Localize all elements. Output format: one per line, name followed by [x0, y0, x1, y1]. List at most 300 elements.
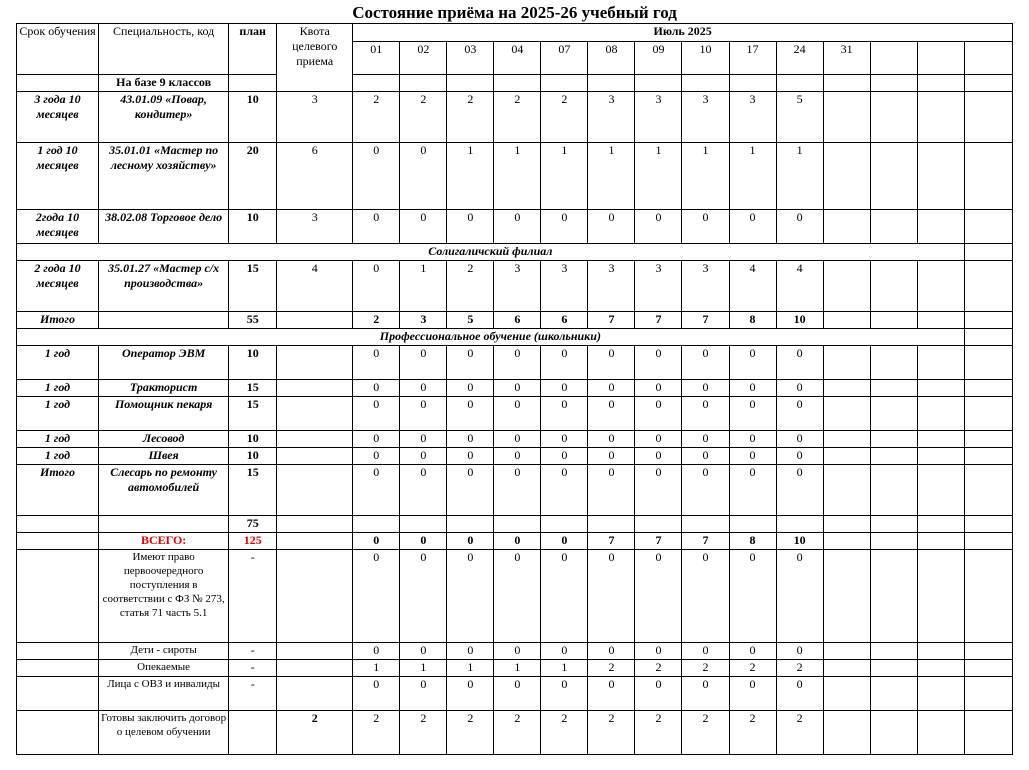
value-cell: 0 [447, 465, 494, 516]
value-cell: 0 [494, 677, 541, 711]
value-cell [870, 711, 917, 755]
quota-cell [277, 312, 353, 329]
value-cell [494, 75, 541, 92]
table-row [17, 711, 1013, 755]
value-cell: 0 [400, 448, 447, 465]
specialty-cell: Помощник пекаря [99, 397, 229, 431]
value-cell: 0 [494, 550, 541, 643]
value-cell: 5 [776, 92, 823, 143]
value-cell: 0 [353, 643, 400, 660]
value-cell: 6 [541, 312, 588, 329]
value-cell: 0 [353, 380, 400, 397]
table-row [17, 448, 1013, 465]
value-cell: 2 [588, 711, 635, 755]
plan-cell: 10 [229, 431, 277, 448]
value-cell [917, 550, 964, 643]
value-cell: 0 [729, 465, 776, 516]
value-cell [823, 75, 870, 92]
plan-cell: 10 [229, 448, 277, 465]
value-cell: 0 [588, 431, 635, 448]
table-row [17, 143, 1013, 210]
value-cell: 0 [682, 397, 729, 431]
specialty-cell: Тракторист [99, 380, 229, 397]
value-cell: 7 [635, 533, 682, 550]
value-cell: 0 [682, 431, 729, 448]
specialty-cell: 35.01.27 «Мастер с/х производства» [99, 261, 229, 312]
value-cell: 4 [729, 261, 776, 312]
value-cell: 2 [729, 660, 776, 677]
specialty-cell [99, 312, 229, 329]
plan-cell: 15 [229, 261, 277, 312]
value-cell: 0 [353, 677, 400, 711]
value-cell [400, 75, 447, 92]
value-cell: 0 [635, 380, 682, 397]
value-cell [870, 431, 917, 448]
value-cell: 3 [682, 261, 729, 312]
value-cell [823, 677, 870, 711]
value-cell [729, 516, 776, 533]
value-cell [964, 677, 1012, 711]
value-cell: 3 [682, 92, 729, 143]
table-row [17, 75, 1013, 92]
value-cell: 0 [400, 397, 447, 431]
value-cell [870, 465, 917, 516]
header-plan: план [229, 24, 277, 75]
category-label: Имеют право первоочередного поступления в соответствии с ФЗ № 273, статья 71 часть 5.1 [99, 550, 229, 643]
value-cell: 2 [729, 711, 776, 755]
value-cell [917, 346, 964, 380]
value-cell [917, 312, 964, 329]
value-cell: 0 [541, 397, 588, 431]
value-cell: 0 [400, 380, 447, 397]
term-cell: 1 год [17, 397, 99, 431]
value-cell: 0 [682, 465, 729, 516]
plan-cell: 10 [229, 346, 277, 380]
date-header-cell: 07 [541, 42, 588, 75]
term-cell: 2 года 10 месяцев [17, 261, 99, 312]
value-cell [870, 92, 917, 143]
value-cell: 0 [494, 397, 541, 431]
value-cell [917, 643, 964, 660]
value-cell [823, 210, 870, 244]
value-cell: 0 [353, 210, 400, 244]
value-cell: 0 [776, 465, 823, 516]
value-cell: 0 [541, 210, 588, 244]
table-row [17, 312, 1013, 329]
value-cell: 0 [682, 346, 729, 380]
value-cell: 0 [729, 431, 776, 448]
value-cell: 0 [447, 431, 494, 448]
value-cell: 0 [729, 448, 776, 465]
value-cell [964, 431, 1012, 448]
value-cell [964, 711, 1012, 755]
value-cell [870, 643, 917, 660]
table-row [17, 431, 1013, 448]
value-cell: 0 [447, 550, 494, 643]
value-cell [964, 533, 1012, 550]
plan-cell: 15 [229, 380, 277, 397]
value-cell: 0 [776, 643, 823, 660]
value-cell [870, 677, 917, 711]
value-cell [729, 75, 776, 92]
value-cell [870, 448, 917, 465]
value-cell [541, 75, 588, 92]
value-cell [917, 75, 964, 92]
value-cell [541, 516, 588, 533]
value-cell [823, 312, 870, 329]
quota-cell [277, 346, 353, 380]
value-cell: 8 [729, 312, 776, 329]
value-cell: 0 [541, 448, 588, 465]
value-cell: 5 [447, 312, 494, 329]
value-cell: 0 [729, 210, 776, 244]
value-cell [823, 143, 870, 210]
value-cell [682, 75, 729, 92]
category-label: Опекаемые [99, 660, 229, 677]
value-cell: 0 [635, 550, 682, 643]
value-cell: 3 [729, 92, 776, 143]
value-cell: 2 [541, 92, 588, 143]
value-cell [776, 75, 823, 92]
value-cell: 1 [447, 660, 494, 677]
value-cell [870, 533, 917, 550]
value-cell [400, 516, 447, 533]
value-cell [823, 431, 870, 448]
value-cell [964, 346, 1012, 380]
table-row [17, 677, 1013, 711]
quota-cell [277, 516, 353, 533]
value-cell [870, 346, 917, 380]
value-cell: 2 [682, 660, 729, 677]
value-cell [823, 533, 870, 550]
value-cell: 0 [541, 380, 588, 397]
quota-cell [277, 643, 353, 660]
quota-cell [277, 465, 353, 516]
table-row [17, 210, 1013, 244]
value-cell: 3 [541, 261, 588, 312]
specialty-cell: 35.01.01 «Мастер по лесному хозяйству» [99, 143, 229, 210]
grand-total-plan: 125 [229, 533, 277, 550]
plan-cell: - [229, 677, 277, 711]
value-cell: 2 [400, 711, 447, 755]
value-cell [917, 431, 964, 448]
value-cell: 2 [776, 660, 823, 677]
plan-cell: 55 [229, 312, 277, 329]
date-header-cell: 10 [682, 42, 729, 75]
value-cell [964, 465, 1012, 516]
value-cell: 10 [776, 533, 823, 550]
value-cell: 3 [635, 92, 682, 143]
value-cell: 0 [776, 210, 823, 244]
value-cell [917, 448, 964, 465]
value-cell: 0 [353, 550, 400, 643]
value-cell [870, 210, 917, 244]
value-cell: 1 [682, 143, 729, 210]
value-cell [964, 92, 1012, 143]
value-cell: 1 [729, 143, 776, 210]
term-cell [17, 643, 99, 660]
date-header-cell [870, 42, 917, 75]
value-cell: 0 [400, 643, 447, 660]
date-header-cell: 04 [494, 42, 541, 75]
value-cell: 0 [541, 550, 588, 643]
quota-cell [277, 448, 353, 465]
value-cell: 7 [588, 533, 635, 550]
value-cell [964, 261, 1012, 312]
value-cell [823, 643, 870, 660]
specialty-cell [99, 516, 229, 533]
value-cell: 0 [635, 448, 682, 465]
value-cell: 0 [729, 380, 776, 397]
value-cell [917, 397, 964, 431]
value-cell: 0 [776, 448, 823, 465]
value-cell: 0 [400, 465, 447, 516]
plan-cell [229, 711, 277, 755]
value-cell: 0 [635, 210, 682, 244]
value-cell: 0 [729, 397, 776, 431]
value-cell: 0 [635, 643, 682, 660]
term-cell [17, 711, 99, 755]
value-cell: 0 [447, 346, 494, 380]
total-label: Итого [17, 312, 99, 329]
value-cell: 2 [635, 711, 682, 755]
value-cell [823, 550, 870, 643]
value-cell: 1 [588, 143, 635, 210]
value-cell: 0 [635, 346, 682, 380]
value-cell: 0 [541, 643, 588, 660]
quota-cell: 3 [277, 92, 353, 143]
value-cell [964, 660, 1012, 677]
value-cell [494, 516, 541, 533]
value-cell: 1 [400, 660, 447, 677]
value-cell: 0 [447, 643, 494, 660]
specialty-cell: 38.02.08 Торговое дело [99, 210, 229, 244]
value-cell: 0 [353, 346, 400, 380]
term-cell: Итого [17, 465, 99, 516]
quota-cell [277, 677, 353, 711]
quota-cell [277, 431, 353, 448]
value-cell: 3 [400, 312, 447, 329]
value-cell: 0 [729, 677, 776, 711]
value-cell [870, 75, 917, 92]
value-cell [823, 380, 870, 397]
value-cell: 0 [635, 397, 682, 431]
date-header-cell: 01 [353, 42, 400, 75]
term-cell [17, 533, 99, 550]
category-label: Лица с ОВЗ и инвалиды [99, 677, 229, 711]
value-cell [964, 75, 1012, 92]
date-header-cell: 03 [447, 42, 494, 75]
plan-cell: - [229, 660, 277, 677]
value-cell: 2 [353, 312, 400, 329]
value-cell: 2 [353, 92, 400, 143]
value-cell: 2 [494, 711, 541, 755]
header-quota: Квота целевого приема [277, 24, 353, 92]
term-cell [17, 660, 99, 677]
value-cell [823, 448, 870, 465]
value-cell [870, 312, 917, 329]
value-cell: 3 [588, 92, 635, 143]
value-cell: 2 [400, 92, 447, 143]
specialty-cell: Швея [99, 448, 229, 465]
term-cell: 1 год [17, 448, 99, 465]
table-row [17, 550, 1013, 643]
value-cell: 0 [353, 261, 400, 312]
value-cell: 3 [635, 261, 682, 312]
value-cell: 2 [541, 711, 588, 755]
value-cell: 0 [776, 380, 823, 397]
quota-cell [277, 533, 353, 550]
value-cell [964, 380, 1012, 397]
value-cell [823, 92, 870, 143]
value-cell: 0 [682, 643, 729, 660]
value-cell [870, 550, 917, 643]
value-cell: 0 [353, 143, 400, 210]
value-cell: 0 [776, 677, 823, 711]
category-label: Готовы заключить договор о целевом обучении [99, 711, 229, 755]
value-cell: 10 [776, 312, 823, 329]
category-label: Дети - сироты [99, 643, 229, 660]
value-cell: 0 [447, 448, 494, 465]
table-row [17, 92, 1013, 143]
table-row [17, 380, 1013, 397]
date-header-cell: 17 [729, 42, 776, 75]
value-cell: 1 [635, 143, 682, 210]
value-cell: 0 [400, 210, 447, 244]
grand-total-label: ВСЕГО: [99, 533, 229, 550]
value-cell [870, 397, 917, 431]
plan-cell: 75 [229, 516, 277, 533]
quota-cell [277, 380, 353, 397]
value-cell: 0 [494, 380, 541, 397]
value-cell [917, 711, 964, 755]
value-cell: 0 [353, 431, 400, 448]
date-header-cell: 02 [400, 42, 447, 75]
term-cell [17, 75, 99, 92]
value-cell: 0 [776, 397, 823, 431]
table-row [17, 329, 1013, 346]
value-cell: 0 [776, 550, 823, 643]
value-cell: 0 [447, 533, 494, 550]
plan-cell: - [229, 550, 277, 643]
date-header-cell: 08 [588, 42, 635, 75]
value-cell: 7 [682, 312, 729, 329]
value-cell: 0 [400, 550, 447, 643]
value-cell: 0 [494, 643, 541, 660]
value-cell: 0 [447, 210, 494, 244]
value-cell: 1 [494, 660, 541, 677]
table-row [17, 346, 1013, 380]
value-cell [353, 516, 400, 533]
value-cell [870, 143, 917, 210]
value-cell [964, 550, 1012, 643]
plan-cell: 10 [229, 92, 277, 143]
value-cell: 0 [729, 550, 776, 643]
value-cell [823, 711, 870, 755]
value-cell: 0 [588, 397, 635, 431]
value-cell: 0 [776, 431, 823, 448]
section-label: Солигаличский филиал [17, 244, 965, 261]
value-cell [823, 346, 870, 380]
table-cell [964, 244, 1012, 261]
quota-cell [277, 550, 353, 643]
value-cell: 0 [494, 465, 541, 516]
value-cell [917, 677, 964, 711]
plan-cell: 15 [229, 465, 277, 516]
value-cell: 1 [400, 261, 447, 312]
header-month: Июль 2025 [353, 24, 1013, 42]
value-cell: 1 [776, 143, 823, 210]
value-cell: 0 [400, 431, 447, 448]
value-cell: 4 [776, 261, 823, 312]
value-cell: 0 [682, 210, 729, 244]
date-header-cell [964, 42, 1012, 75]
quota-cell: 6 [277, 143, 353, 210]
value-cell [870, 261, 917, 312]
value-cell: 0 [541, 346, 588, 380]
quota-cell: 4 [277, 261, 353, 312]
value-cell: 0 [400, 143, 447, 210]
value-cell: 0 [353, 448, 400, 465]
value-cell: 0 [635, 465, 682, 516]
value-cell: 0 [682, 550, 729, 643]
value-cell: 2 [682, 711, 729, 755]
value-cell: 7 [588, 312, 635, 329]
value-cell: 0 [541, 465, 588, 516]
value-cell: 0 [588, 465, 635, 516]
value-cell [964, 210, 1012, 244]
table-row [17, 643, 1013, 660]
value-cell [823, 397, 870, 431]
value-cell [964, 143, 1012, 210]
value-cell: 0 [494, 448, 541, 465]
value-cell: 0 [635, 431, 682, 448]
value-cell: 0 [400, 533, 447, 550]
value-cell [682, 516, 729, 533]
value-cell [964, 312, 1012, 329]
term-cell: 1 год 10 месяцев [17, 143, 99, 210]
value-cell [447, 516, 494, 533]
value-cell [870, 380, 917, 397]
quota-cell: 3 [277, 210, 353, 244]
value-cell: 0 [353, 533, 400, 550]
value-cell [964, 397, 1012, 431]
header-specialty: Специальность, код [99, 24, 229, 75]
term-cell: 1 год [17, 380, 99, 397]
value-cell: 0 [447, 677, 494, 711]
section-label: На базе 9 классов [99, 75, 229, 92]
value-cell: 2 [447, 92, 494, 143]
plan-cell: 20 [229, 143, 277, 210]
value-cell [635, 75, 682, 92]
value-cell: 0 [588, 380, 635, 397]
value-cell: 0 [494, 346, 541, 380]
value-cell: 0 [541, 533, 588, 550]
specialty-cell: Слесарь по ремонту автомобилей [99, 465, 229, 516]
value-cell [964, 643, 1012, 660]
value-cell [823, 516, 870, 533]
value-cell: 0 [494, 431, 541, 448]
value-cell [917, 380, 964, 397]
header-term: Срок обучения [17, 24, 99, 75]
table-row [17, 397, 1013, 431]
value-cell: 2 [588, 660, 635, 677]
date-header-cell [917, 42, 964, 75]
value-cell: 2 [776, 711, 823, 755]
value-cell: 0 [729, 346, 776, 380]
table-row [17, 261, 1013, 312]
value-cell [917, 143, 964, 210]
